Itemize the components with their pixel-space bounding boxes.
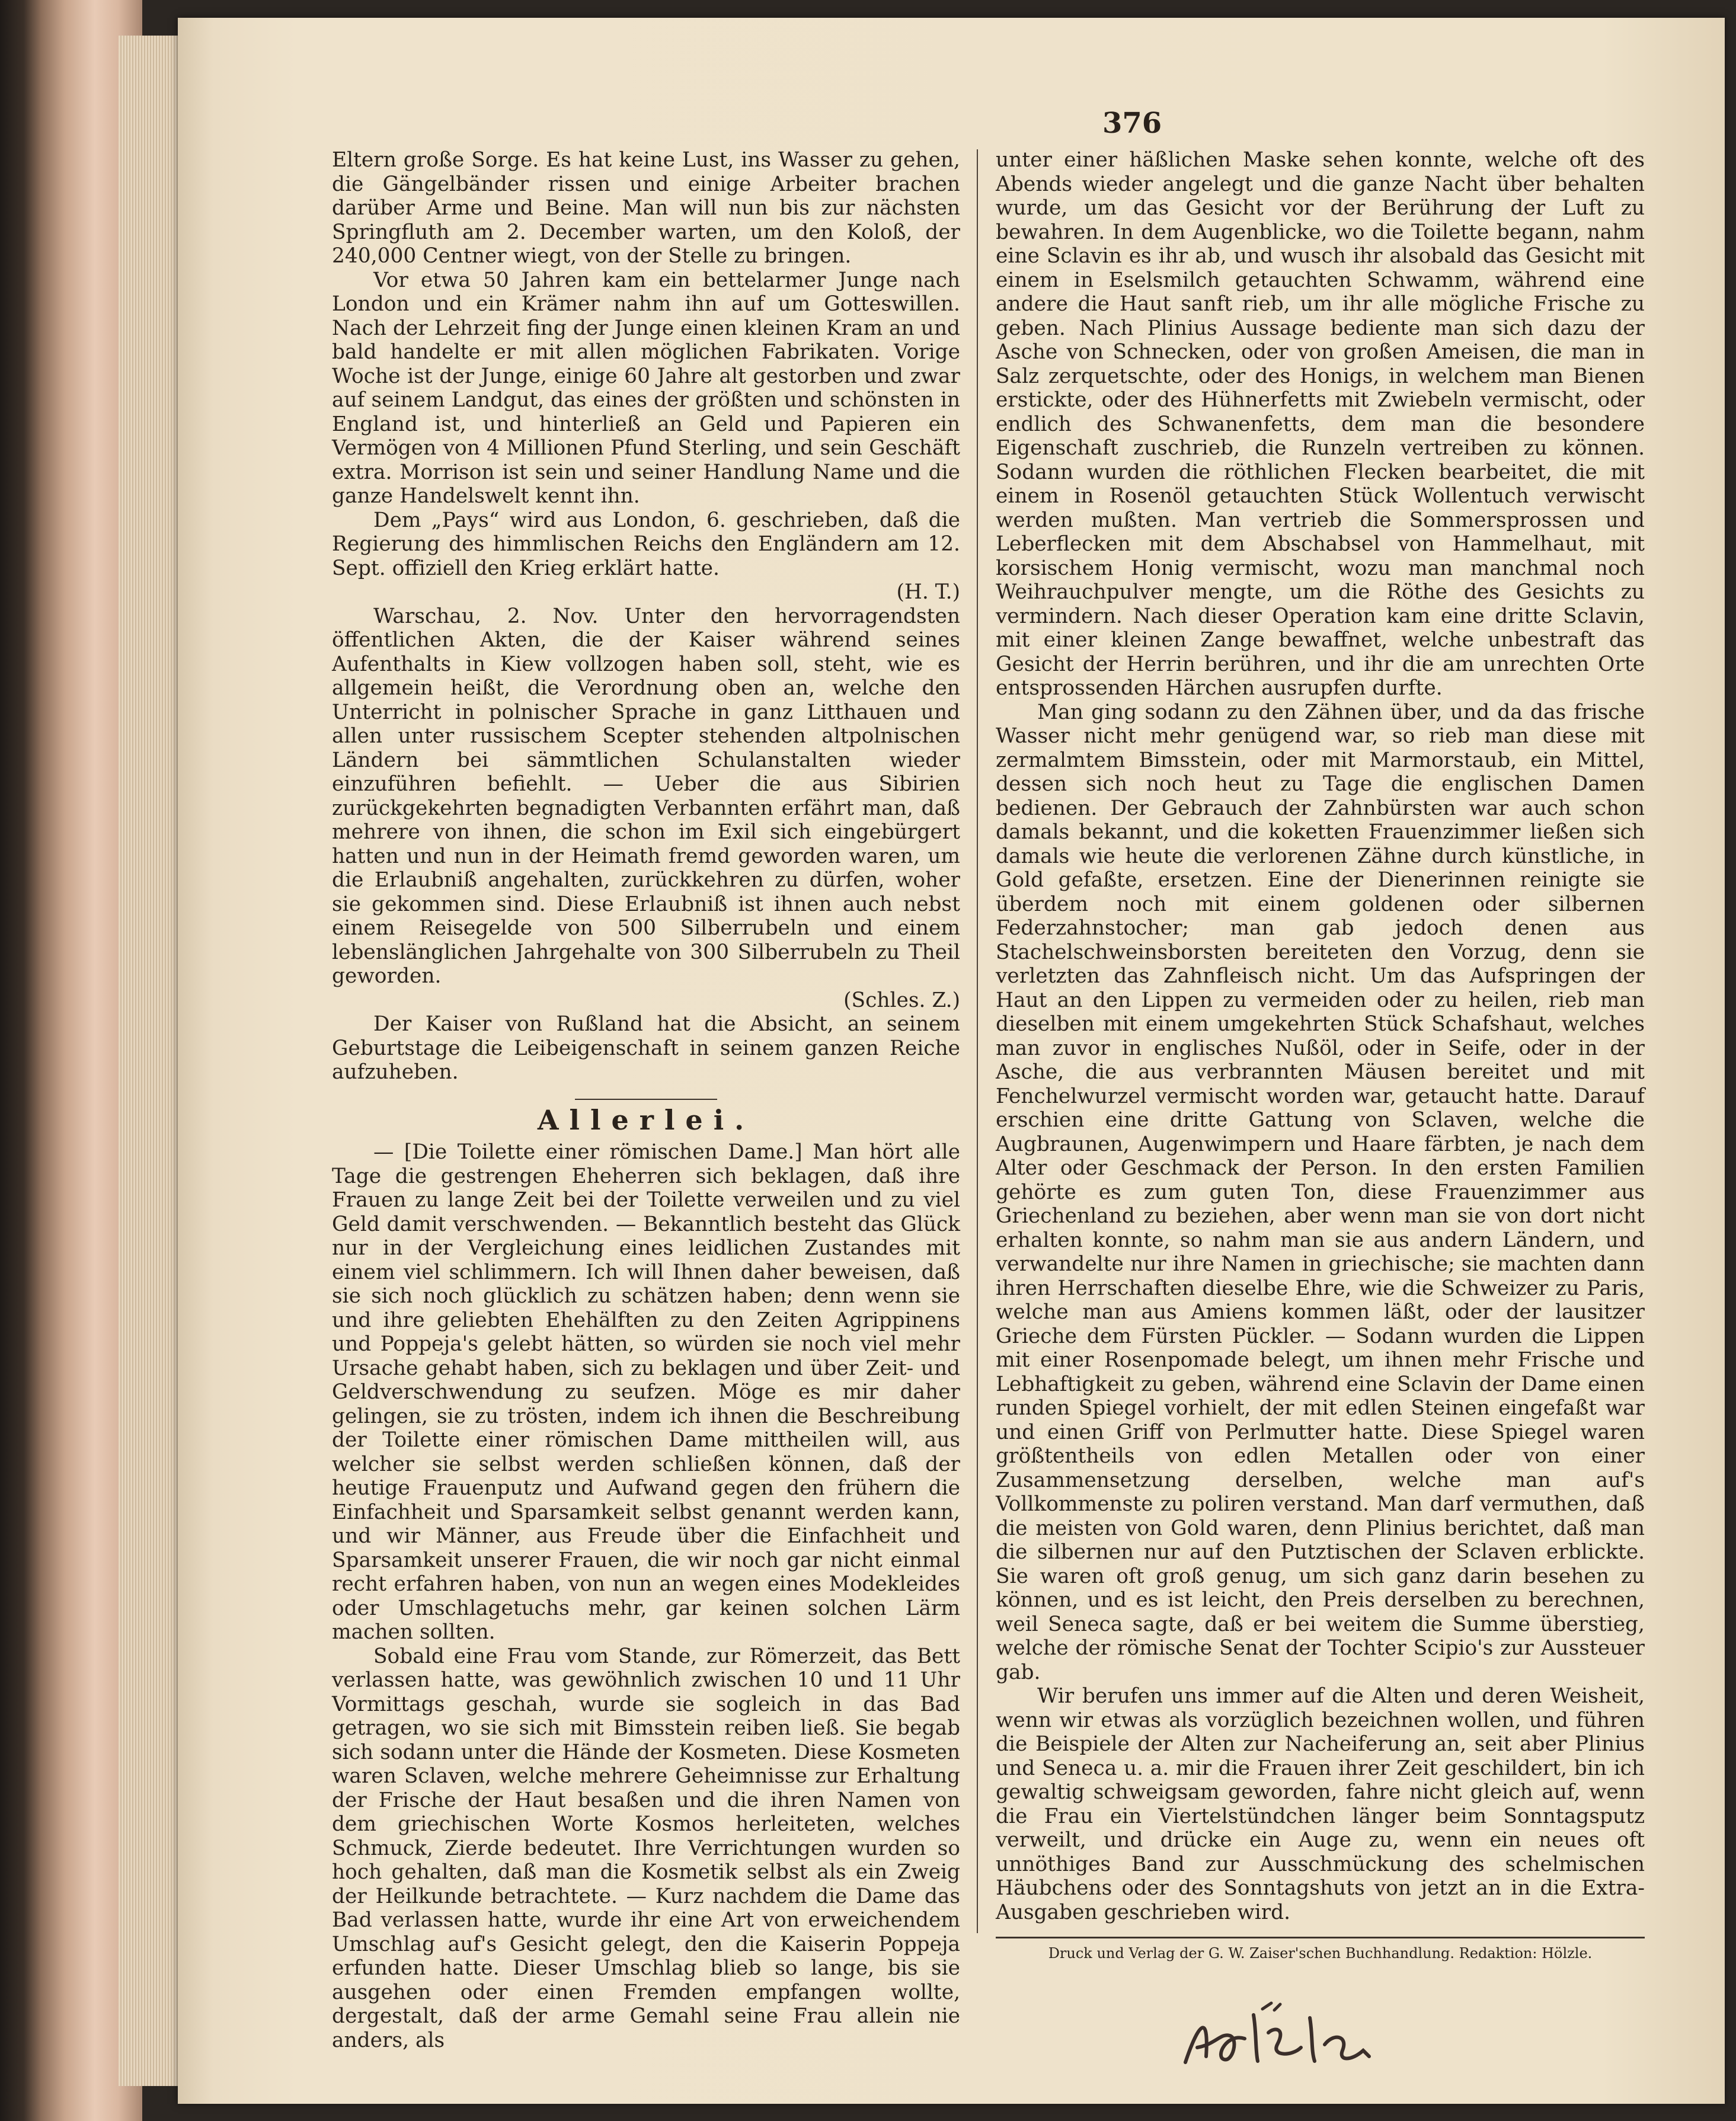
article-paragraph: Man ging sodann zu den Zähnen über, und da das frische Wasser nicht mehr genügend war, so rieb man diese mit zermalmtem Bimsstein, oder mit Marmorstaub, ein Mittel, dessen sich noch heut zu Tage die englischen Damen bedienen. Der Gebrauch der Zahnbürsten war auch schon damals bekannt, und die koketten Frauenzimmer ließen sich damals wie heute die verlorenen Zähne durch künstliche, in Gold gefaßte, ersetzen. Eine der Dienerinnen reinigte sie überdem noch mit einem goldenen oder silbernen Federzahnstocher; man gab jedoch denen aus Stachelschweinsborsten bereiteten den Vorzug, denn sie verletzten das Zahnfleisch nicht. Um das Aufspringen der Haut an den Lippen zu vermeiden oder zu heilen, rieb man dieselben mit einem umgekehrten Stück Schafshaut, welches man zuvor in englisches Nußöl, oder in Seife, oder in der Asche, die aus verbrannten Mäusen bereitet und mit Fenchelwurzel vermischt worden war, getaucht hatte. Darauf erschien eine dritte Gattung von Sclaven, welche die Augbraunen, Augenwimpern und Haare färbten, je nach dem Alter oder Geschmack der Person. In den ersten Familien gehörte es zum guten Ton, diese Frauenzimmer aus Griechenland zu beziehen, aber wenn man sie von dort nicht erhalten konnte, so nahm man sie aus andern Ländern, und verwandelte nur ihre Namen in griechische; sie machten dann ihren Herrschaften dieselbe Ehre, wie die Schweizer zu Paris, welche man aus Amiens kommen läßt, oder der lausitzer Grieche dem Fürsten Pückler. — Sodann wurden die Lippen mit einer Rosenpomade belegt, um ihnen mehr Frische und Lebhaftigkeit zu geben, während eine Sclavin der Dame einen runden Spiegel vorhielt, der mit edlen Steinen eingefaßt war und einen Griff von Perlmutter hatte. Diese Spiegel waren größtentheils von edlen Metallen oder von einer Zusammensetzung derselben, welche man auf's Vollkommenste zu poliren verstand. Man darf vermuthen, daß die meisten von Gold waren, denn Plinius berichtet, daß man die silbernen nur auf den Putztischen der Sclaven erblickte. Sie waren oft groß genug, um sich ganz darin besehen zu können, und es ist leicht, den Preis derselben zu berechnen, weil Seneca sagte, daß er bei weitem die Summe überstieg, welche der römische Senat der Tochter Scipio's zur Aussteuer gab. — [996, 700, 1645, 1684]
article-paragraph: Wir berufen uns immer auf die Alten und deren Weisheit, wenn wir etwas als vorzüglich bezeichnen wollen, und führen die Beispiele der Alten zur Nacheiferung an, seit aber Plinius und Seneca u. a. mir die Frauen ihrer Zeit geschildert, bin ich gewaltig schweigsam geworden, fahre nicht gleich auf, wenn die Frau ein Viertelstündchen länger beim Sonntagsputz verweilt, und drücke ein Auge zu, wenn ein neues oft unnöthiges Band zur Ausschmückung des schelmischen Häubchens oder des Sonntagshuts von jetzt an in die Extra-Ausgaben geschrieben wird. — [996, 1684, 1645, 1924]
handwritten-signature — [1174, 1991, 1422, 2080]
source-attribution: (H. T.) — [896, 580, 960, 604]
news-paragraph: Dem „Pays“ wird aus London, 6. geschrieben, daß die Regierung des himmlischen Reichs den Engländern am 12. Sept. offiziell den Krieg erklärt hatte. — [332, 508, 960, 580]
right-column — [996, 148, 1645, 1924]
page-number: 376 — [1102, 107, 1162, 140]
news-paragraph: Der Kaiser von Rußland hat die Absicht, an seinem Geburtstage die Leibeigenschaft in seinem ganzen Reiche aufzuheben. — [332, 1012, 960, 1084]
section-rule — [575, 1099, 717, 1100]
news-paragraph: Vor etwa 50 Jahren kam ein bettelarmer Junge nach London und ein Krämer nahm ihn auf um Gotteswillen. Nach der Lehrzeit fing der Junge einen kleinen Kram an und bald handelte er mit allen möglichen Fabrikaten. Vorige Woche ist der Junge, einige 60 Jahre alt gestorben und zwar auf seinem Landgut, das eines der größten und schönsten in England ist, und hinterließ an Geld und Papieren ein Vermögen von 4 Millionen Pfund Sterling, und sein Geschäft extra. Morrison ist sein und seiner Handlung Name und die ganze Handelswelt kennt ihn. — [332, 268, 960, 508]
footer-rule — [996, 1937, 1645, 1938]
section-title: Allerlei. — [537, 1103, 755, 1136]
article-paragraph: — [Die Toilette einer römischen Dame.] Man hört alle Tage die gestrengen Eheherren sich beklagen, daß ihre Frauen zu lange Zeit bei der Toilette verweilen und zu viel Geld damit verschwenden. — Bekanntlich besteht das Glück nur in der Vergleichung eines leidlichen Zustandes mit einem viel schlimmern. Ich will Ihnen daher beweisen, daß sie sich noch glücklich zu schätzen haben; denn wenn sie und ihre geliebten Ehehälften zu den Zeiten Agrippinens und Poppeja's gelebt hätten, so würden sie noch viel mehr Ursache gehabt haben, sich zu beklagen und über Zeit- und Geldverschwendung zu seufzen. Möge es mir daher gelingen, sie zu trösten, indem ich ihnen die Beschreibung der Toilette einer römischen Dame mittheilen will, aus welcher sie selbst werden schließen können, daß der heutige Frauenputz und Aufwand gegen den frühern die Einfachheit und Sparsamkeit selbst genannt werden kann, und wir Männer, aus Freude über die Einfachheit und Sparsamkeit unserer Frauen, die wir noch gar nicht einmal recht erfahren haben, von nun an wegen eines Modekleides oder Umschlagetuchs mehr, gar keinen solchen Lärm machen sollten. — [332, 1140, 960, 1644]
left-column — [332, 148, 960, 2052]
news-paragraph: Eltern große Sorge. Es hat keine Lust, ins Wasser zu gehen, die Gängelbänder rissen und einige Arbeiter brachen darüber Arme und Beine. Man will nun bis zur nächsten Springfluth am 2. December warten, um den Koloß, der 240,000 Centner wiegt, von der Stelle zu bringen. — [332, 148, 960, 268]
article-paragraph: unter einer häßlichen Maske sehen konnte, welche oft des Abends wieder angelegt und die ganze Nacht über behalten wurde, um das Gesicht vor der Berührung der Luft zu bewahren. In dem Augenblicke, wo die Toilette begann, nahm eine Sclavin es ihr ab, und wusch ihr alsobald das Gesicht mit einem in Eselsmilch getauchten Schwamm, während eine andere die Haut sanft rieb, um ihr alle mögliche Frische zu geben. Nach Plinius Aussage bediente man sich dazu der Asche von Schnecken, oder von großen Ameisen, die man in Salz zerquetschte, oder des Honigs, in welchem man Bienen erstickte, oder des Hühnerfetts mit Zwiebeln vermischt, oder endlich des Schwanenfetts, dem man die besondere Eigenschaft zuschrieb, die Runzeln vertreiben zu können. Sodann wurden die röthlichen Flecken bearbeitet, die mit einem in Rosenöl getauchten Stück Wollentuch verwischt werden mußten. Man vertrieb die Sommersprossen und Leberflecken mit dem Abschabsel von Hammelhaut, mit korsischem Honig vermischt, wozu man manchmal noch Weihrauchpulver mengte, um die Röthe des Gesichts zu vermindern. Nach dieser Operation kam eine dritte Sclavin, mit einer kleinen Zange bewaffnet, welche unbestraft das Gesicht der Herrin berühren, und ihr die am unrechten Orte entsprossenden Härchen ausrupfen durfte. — [996, 148, 1645, 700]
article-paragraph: Sobald eine Frau vom Stande, zur Römerzeit, das Bett verlassen hatte, was gewöhnlich zwischen 10 und 11 Uhr Vormittags geschah, wurde sie sogleich in das Bad getragen, wo sie sich mit Bimsstein reiben ließ. Sie begab sich sodann unter die Hände der Kosmeten. Diese Kosmeten waren Sclaven, welche mehrere Geheimnisse zur Erhaltung der Frische der Haut besaßen und die ihren Namen von dem griechischen Worte Kosmos herleiteten, welches Schmuck, Zierde bedeutet. Ihre Verrichtungen wurden so hoch gehalten, daß man die Kosmetik selbst als ein Zweig der Heilkunde betrachtete. — Kurz nachdem die Dame das Bad verlassen hatte, wurde ihr eine Art von erweichendem Umschlag auf's Gesicht gelegt, den die Kaiserin Poppeja erfunden hatte. Dieser Umschlag blieb so lange, bis sie ausgehen oder einen Fremden empfangen wollte, dergestalt, daß der arme Gemahl seine Frau allein nie anders, als — [332, 1644, 960, 2052]
imprint-line: Druck und Verlag der G. W. Zaiser'schen Buchhandlung. Redaktion: Hölzle. — [1048, 1945, 1593, 1962]
column-divider — [977, 149, 978, 1933]
source-attribution: (Schles. Z.) — [843, 988, 960, 1012]
news-paragraph: Warschau, 2. Nov. Unter den hervorragendsten öffentlichen Akten, die der Kaiser während seines Aufenthalts in Kiew vollzogen haben soll, steht, wie es allgemein heißt, die Verordnung oben an, welche den Unterricht in polnischer Sprache in ganz Litthauen und allen unter russischem Scepter stehenden altpolnischen Ländern bei sämmtlichen Schulanstalten wieder einzuführen befiehlt. — Ueber die aus Sibirien zurückgekehrten begnadigten Verbannten erfährt man, daß mehrere von ihnen, die schon im Exil sich eingebürgert hatten und nun in der Heimath fremd geworden waren, um die Erlaubniß angehalten, zurückkehren zu dürfen, woher sie gekommen sind. Diese Erlaubniß ist ihnen auch nebst einem Reisegelde von 500 Silberrubeln und einem lebenslänglichen Jahrgehalte von 300 Silberrubeln zu Theil geworden. — [332, 604, 960, 988]
